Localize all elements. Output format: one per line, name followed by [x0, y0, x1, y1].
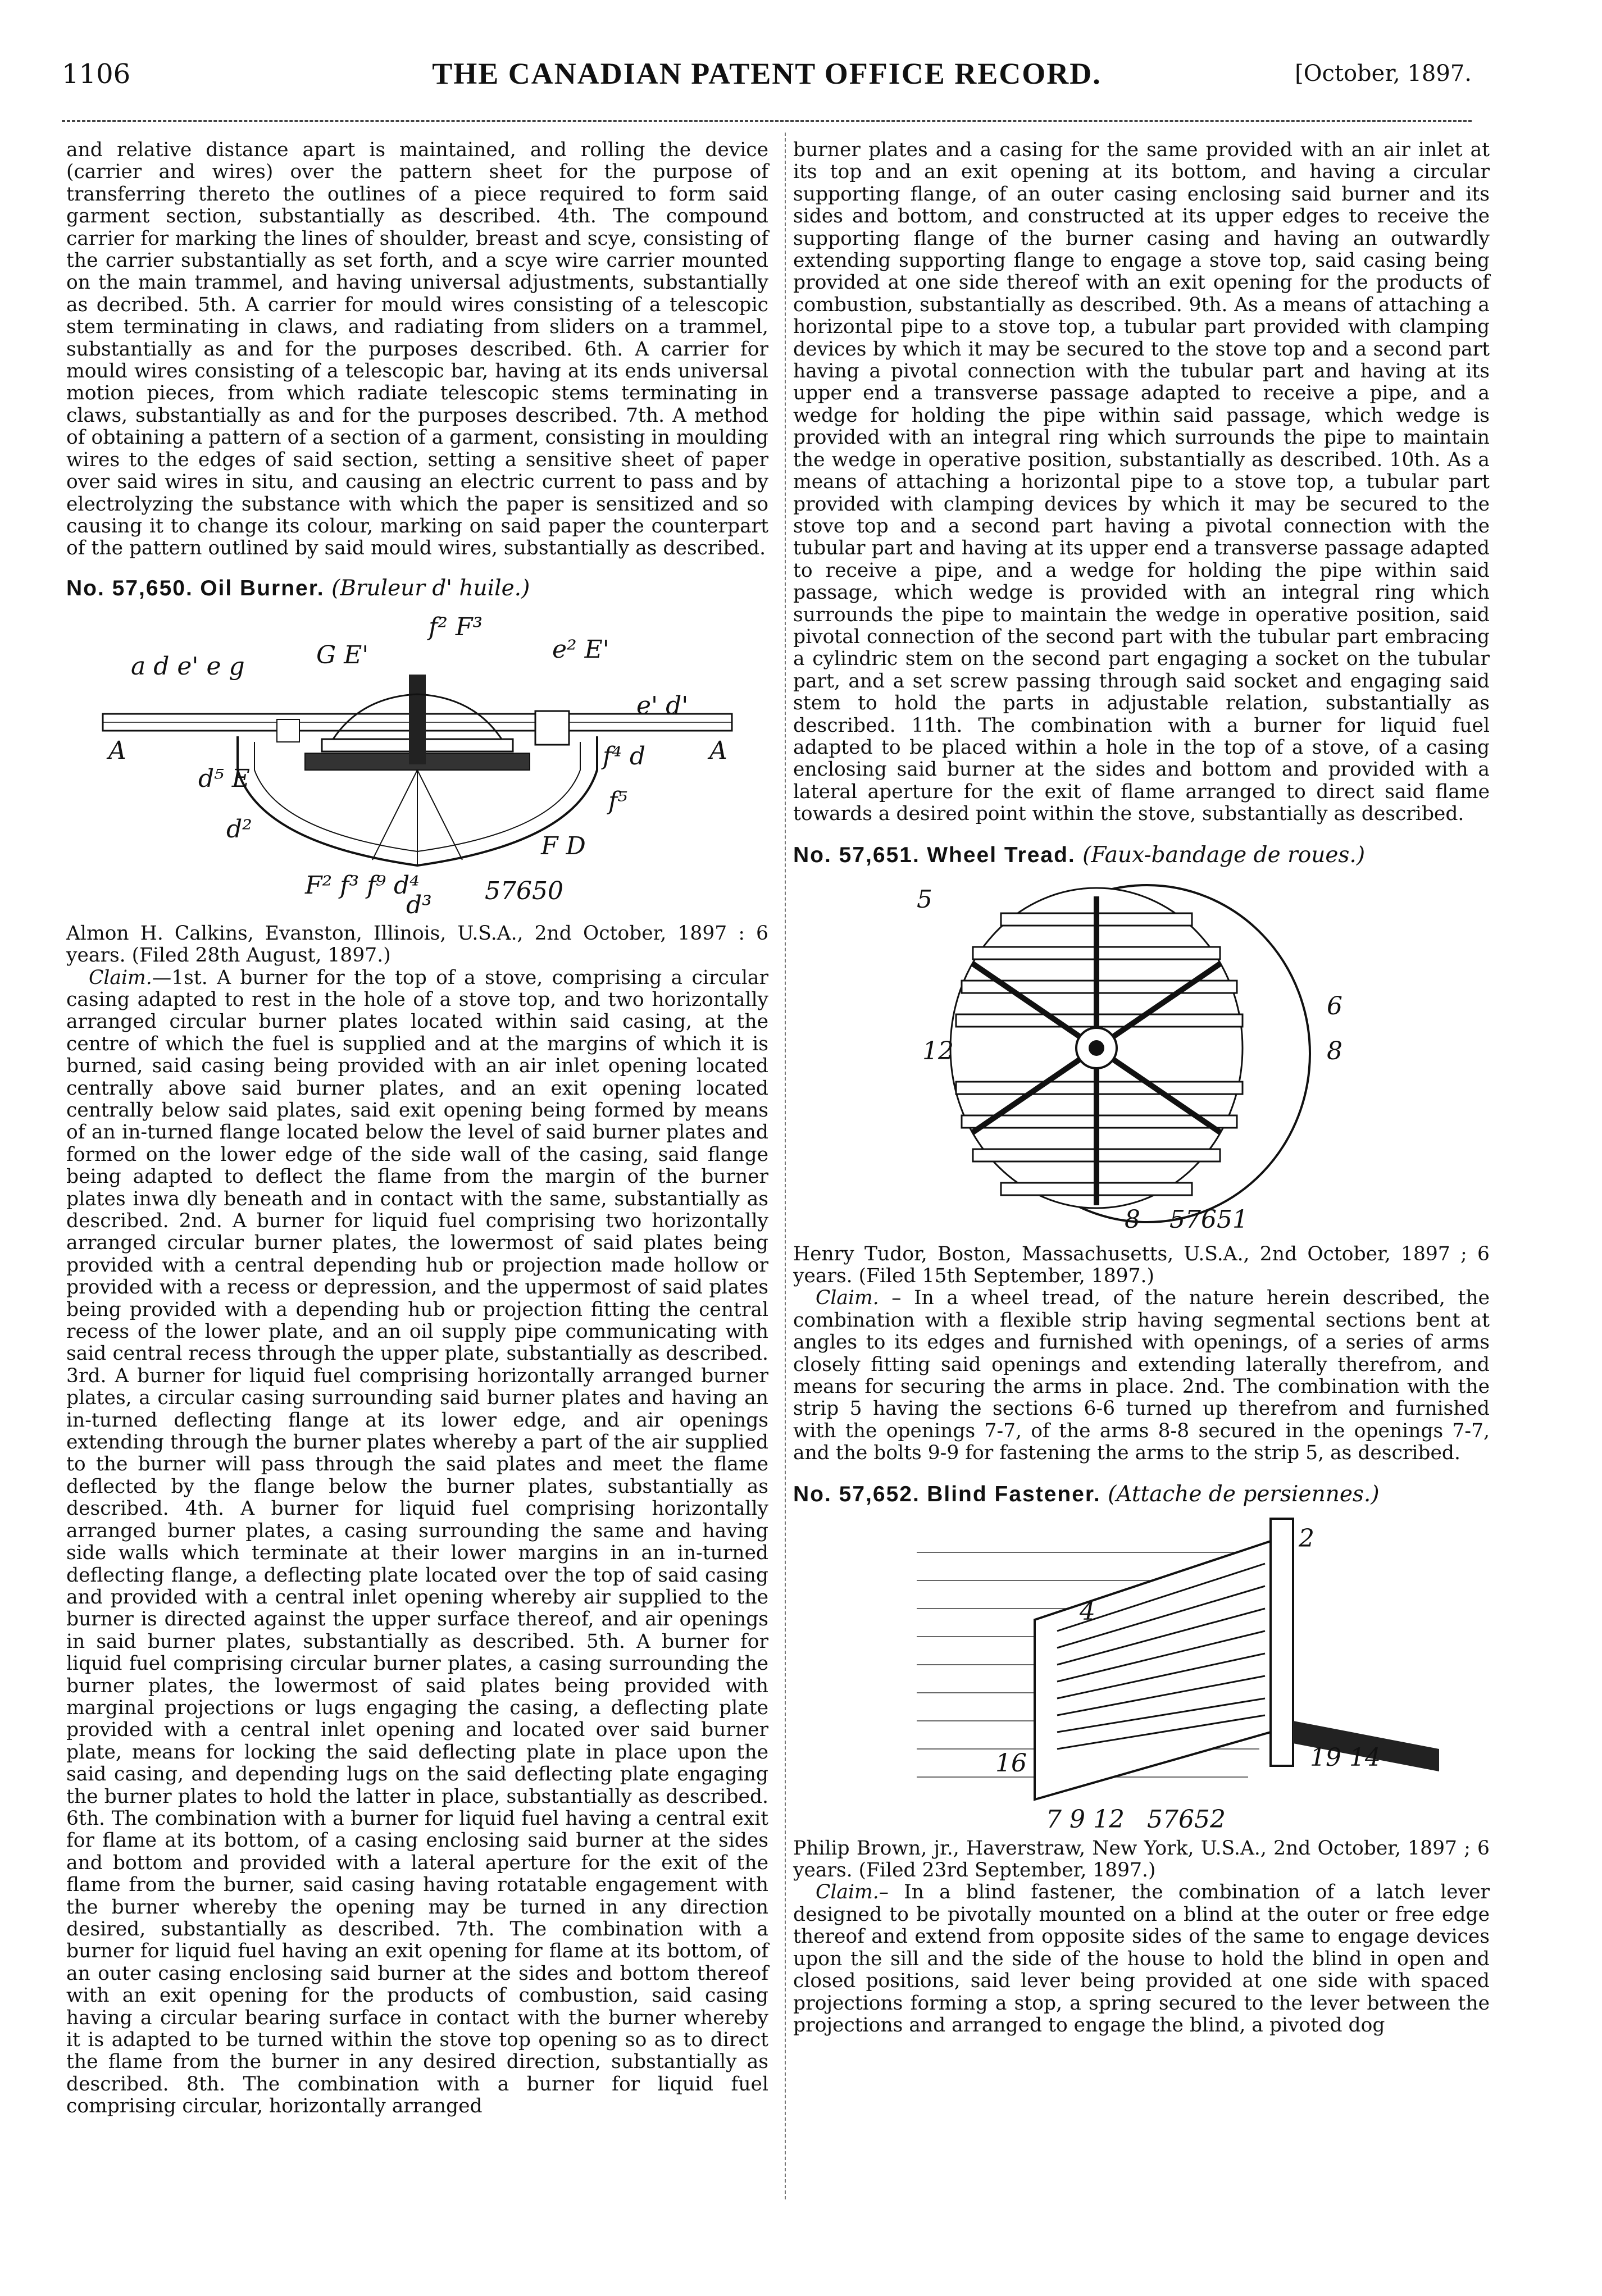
- patent-translation: (Attache de persiennes.): [1108, 1481, 1380, 1507]
- svg-text:F D: F D: [541, 831, 586, 860]
- svg-text:5: 5: [917, 885, 932, 914]
- claim-text: – In a blind fastener, the combination of a latch lever designed to be pivotally mounted on a blind at the outer or free edge thereof and extend from opposite sides of the same to engage devices upon the sill and the side of the house to hold the blind in open and closed positions, said lever being provided at one side with spaced projections forming a stop, a spring secured to the lever between the projections and arranged to engage the blind, a pivoted dog: [793, 1881, 1490, 2037]
- claim-paragraph: [66, 967, 768, 2118]
- svg-text:12: 12: [922, 1036, 954, 1065]
- oil-burner-figure: [69, 602, 766, 916]
- patent-number: No. 57,652.: [793, 1482, 920, 1506]
- continued-claims-text: and relative distance apart is maintained, and rolling the device (carrier and wires) over the pattern sheet for the purpose of transferring thereto the outlines of a piece required to form said garment section, substantially as described. 4th. The compound carrier for marking the lines of shoulder, breast and scye, consisting of the carrier substantially as set forth, and a scye wire carrier mounted on the main trammel, and having universal adjustments, substantially as decribed. 5th. A carrier for mould wires consisting of a telescopic stem terminating in claws, and radiating from sliders on a trammel, substantially as and for the purposes described. 6th. A carrier for mould wires consisting of a telescopic bar, having at its ends universal motion pieces, from which radiate telescopic stems terminating in claws, substantially as and for the purposes described. 7th. A method of obtaining a pattern of a section of a garment, consisting in moulding wires to the edges of said section, setting a sensitive sheet of paper over said wires in situ, and causing an electric current to pass and by electrolyzing the substance with which the paper is sensitized and so causing it to change its colour, marking on said paper the counterpart of the pattern outlined by said mould wires, substantially as described.: [66, 139, 768, 560]
- patent-number: No. 57,650.: [66, 576, 193, 600]
- svg-text:A: A: [108, 736, 126, 765]
- patent-translation: (Bruleur d' huile.): [331, 575, 530, 601]
- svg-text:f⁵: f⁵: [608, 786, 627, 816]
- inventor-line: Almon H. Calkins, Evanston, Illinois, U.S.A., 2nd October, 1897 : 6 years. (Filed 28th August, 1897.): [66, 922, 768, 967]
- svg-text:2: 2: [1299, 1524, 1314, 1553]
- inventor-line: Henry Tudor, Boston, Massachusetts, U.S.A., 2nd October, 1897 ; 6 years. (Filed 15th September, 1897.): [793, 1242, 1490, 1287]
- header-rule: [62, 120, 1472, 122]
- wheel-tread-figure: [832, 868, 1450, 1239]
- figure-number: 57650: [485, 876, 563, 905]
- left-column: [66, 139, 768, 2118]
- blind-fastener-figure: [832, 1507, 1450, 1833]
- svg-text:d²: d²: [226, 814, 252, 844]
- page-header: [62, 56, 1472, 101]
- right-column: [793, 139, 1490, 2037]
- svg-text:G E': G E': [316, 640, 369, 669]
- column-divider: [785, 133, 786, 2199]
- svg-text:8: 8: [1327, 1036, 1342, 1065]
- patent-name: Blind Fastener.: [927, 1482, 1101, 1506]
- svg-text:d³: d³: [406, 890, 432, 916]
- continued-claims-text: burner plates and a casing for the same provided with an air inlet at its top and an exit opening at its bottom, and having a circular supporting flange, of an outer casing enclosing said burner and its sides and bottom, and constructed at its upper edges to receive the supporting flange of the burner casing and having an outwardly extending supporting flange to engage a stove top, said casing being provided at one side thereof with an exit opening for the products of combustion, substantially as described. 9th. As a means of attaching a horizontal pipe to a stove top, a tubular part provided with clamping devices by which it may be secured to the stove top and a second part having a pivotal connection with the tubular part and having at its upper end a transverse passage adapted to receive a pipe, and a wedge for holding the pipe within said passage, which wedge is provided with an integral ring which surrounds the pipe to maintain the wedge in operative position, substantially as described. 10th. As a means of attaching a horizontal pipe to a stove top, a tubular part provided with clamping devices by which it may be secured to the stove top and a second part having a pivotal connection with the tubular part and having at its upper end a transverse passage adapted to receive a pipe, and a wedge for holding the pipe within said passage, which wedge is provided with an integral ring which surrounds the pipe to maintain the wedge in operative position, said pivotal connection of the second part with the tubular part embracing a cylindric stem on the second part engaging a socket on the tubular part, and a set screw passing through said socket and engaging said stem to hold the parts in adjustable relation, substantially as described. 11th. The combination with a burner for liquid fuel adapted to be placed within a hole in the top of a stove, of a casing enclosing said burner at the sides and bottom and provided with a lateral aperture for the exit of flame arranged to direct said flame towards a desired point within the stove, substantially as described.: [793, 139, 1490, 826]
- page-number: 1106: [62, 58, 131, 90]
- issue-date: [October, 1897.: [1295, 61, 1472, 86]
- svg-text:e² E': e² E': [552, 635, 609, 664]
- journal-title: THE CANADIAN PATENT OFFICE RECORD.: [432, 57, 1102, 90]
- patent-heading-57651: [793, 842, 1490, 868]
- patent-name: Wheel Tread.: [927, 842, 1076, 867]
- svg-text:7 9 12: 7 9 12: [1046, 1805, 1125, 1833]
- patent-heading-57650: [66, 576, 768, 602]
- svg-text:d⁵ E: d⁵ E: [198, 764, 250, 793]
- svg-text:16: 16: [995, 1748, 1027, 1778]
- svg-text:a d e' e g: a d e' e g: [131, 652, 245, 681]
- claim-paragraph: [793, 1287, 1490, 1464]
- claim-label: Claim.: [89, 966, 152, 989]
- patent-number: No. 57,651.: [793, 842, 920, 867]
- claim-text: —1st. A burner for the top of a stove, comprising a circular casing adapted to rest in the hole of a stove top, and two horizontally arranged circular burner plates located within said casing, at the centre of which the fuel is supplied and at the margins of which it is burned, said casing being provided with an air inlet opening located centrally above said burner plates, and an exit opening located centrally below said plates, said exit opening being formed by means of an in-turned flange located below the level of said burner plates and formed on the lower edge of the side wall of the casing, said flange being adapted to deflect the flame from the margin of the burner plates inwa dly beneath and in contact with the same, substantially as described. 2nd. A burner for liquid fuel comprising two horizontally arranged circular burner plates, the lowermost of said plates being provided with a central depending hub or projection made hollow or provided with a recess or depression, and the uppermost of said plates being provided with a depending hub or projection fitting the central recess of the lower plate, and an oil supply pipe communicating with said central recess through the upper plate, substantially as described. 3rd. A burner for liquid fuel comprising horizontally arranged burner plates, a circular casing surrounding said burner plates and having an in-turned deflecting flange at its lower edge, and air openings extending through the burner plates whereby a part of the air supplied to the burner will pass through the said plates and meet the flame deflected by the flange below the burner plates, substantially as described. 4th. A burner for liquid fuel comprising horizontally arranged burner plates, a casing surrounding the same and having side walls which terminate at their lower margins in an in-turned deflecting flange, a deflecting plate located over the top of said casing and provided with a central inlet opening whereby air supplied to the burner is directed against the upper surface thereof, and air openings in said burner plates, substantially as described. 5th. A burner for liquid fuel comprising circular burner plates, a casing surrounding the burner plates, the lowermost of said plates being provided with marginal projections or lugs engaging the casing, a deflecting plate provided with a central inlet opening and located over said burner plate, means for locking the said deflecting plate in place upon the said casing, and depending lugs on the said deflecting plate engaging the burner plates to hold the latter in place, substantially as described. 6th. The combination with a burner for liquid fuel having a central exit for flame at its bottom, of a casing enclosing said burner at the sides and bottom and provided with a lateral aperture for the exit of the flame from the burner, said casing having rotatable engagement with the burner whereby the opening may be turned in any direction desired, substantially as described. 7th. The combination with a burner for liquid fuel having an exit opening for flame at its bottom, of an outer casing enclosing said burner at the sides and bottom thereof with an exit opening for the products of combustion, said casing having a circular bearing surface in contact with the burner whereby it is adapted to be turned within the stove top opening so as to direct the flame from the burner in any desired direction, substantially as described. 8th. The combination with a burner for liquid fuel comprising circular, horizontally arranged: [66, 966, 768, 2118]
- svg-text:e' d': e' d': [636, 691, 689, 720]
- inventor-line: Philip Brown, jr., Haverstraw, New York, U.S.A., 2nd October, 1897 ; 6 years. (Filed 23rd September, 1897.): [793, 1837, 1490, 1882]
- claim-label: Claim.: [816, 1881, 879, 1904]
- svg-text:8: 8: [1125, 1205, 1140, 1234]
- svg-text:F² f³ f⁹ d⁴: F² f³ f⁹ d⁴: [305, 871, 420, 900]
- figure-number: 57652: [1147, 1805, 1226, 1833]
- svg-text:f⁴ d: f⁴ d: [603, 741, 646, 771]
- patent-translation: (Faux-bandage de roues.): [1082, 842, 1366, 868]
- svg-text:19 14: 19 14: [1310, 1743, 1381, 1772]
- figure-number: 57651: [1169, 1205, 1248, 1234]
- svg-text:6: 6: [1327, 991, 1342, 1021]
- claim-label: Claim.: [816, 1287, 879, 1310]
- claim-paragraph: [793, 1882, 1490, 2037]
- svg-text:4: 4: [1080, 1597, 1095, 1626]
- svg-text:f² F³: f² F³: [429, 612, 483, 641]
- patent-name: Oil Burner.: [200, 576, 325, 600]
- svg-text:A: A: [709, 736, 727, 765]
- patent-heading-57652: [793, 1482, 1490, 1507]
- claim-text: – In a wheel tread, of the nature herein described, the combination with a flexible strip having segmental sections bent at angles to its edges and furnished with openings, of a series of arms closely fitting said openings and extending laterally therefrom, and means for securing the arms in place. 2nd. The combination with the strip 5 having the sections 6-6 turned up therefrom and furnished with the openings 7-7, of the arms 8-8 secured in the openings 7-7, and the bolts 9-9 for fastening the arms to the strip 5, as described.: [793, 1287, 1490, 1465]
